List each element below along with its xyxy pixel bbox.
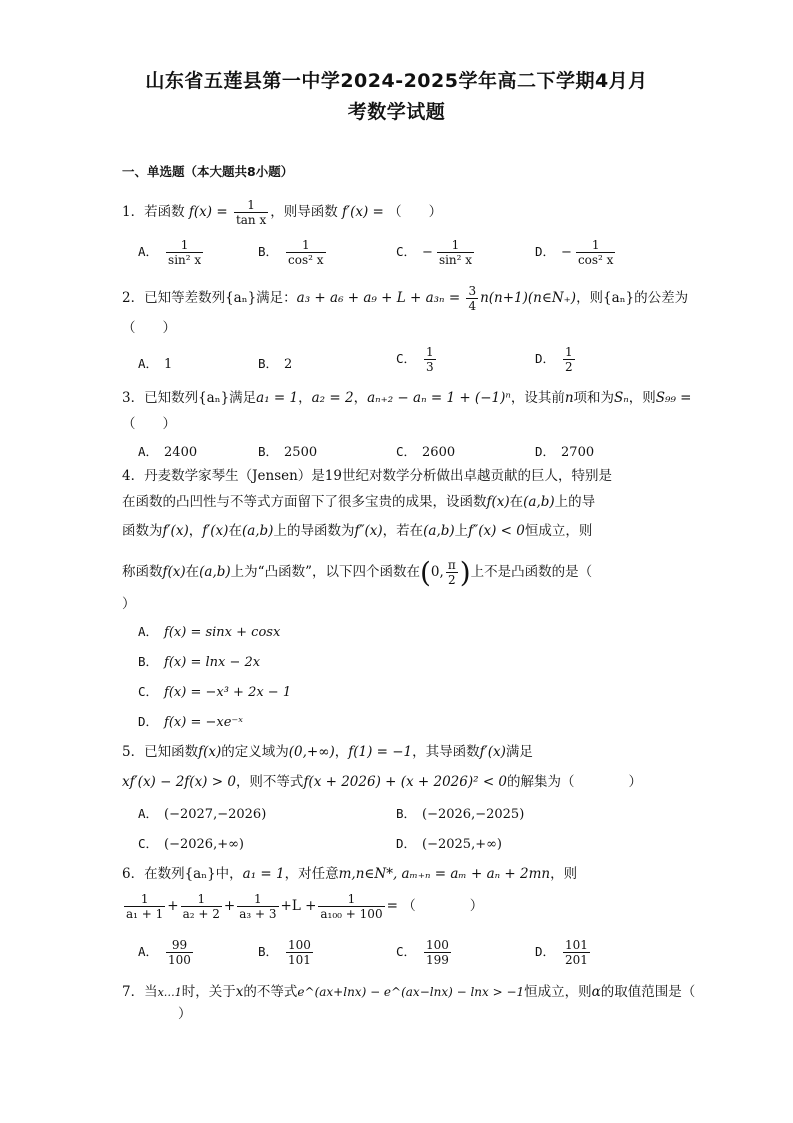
question-number: 3． — [122, 390, 145, 406]
question-number: 1． — [122, 204, 145, 220]
option-b: B． $\frac{100}{101}$ — [258, 938, 311, 967]
question-2 — [122, 284, 688, 313]
question-number: 4． — [122, 468, 145, 484]
question-3: 3．已知数列{aₙ}满足a₁ = 1，a₂ = 2，aₙ₊₂ − aₙ = 1 + (−1)ⁿ，设其前n项和为Sₙ，则S₉₉ = — [122, 390, 692, 406]
answer-blank: （ ） — [388, 204, 443, 220]
option-b: B． 2500 — [258, 444, 318, 460]
question-text: 已知等差数列{aₙ}满足： — [144, 290, 297, 306]
formula: aₙ₊₂ − aₙ = 1 + (−1)ⁿ — [367, 390, 511, 406]
page-title-line2: 考数学试题 — [347, 101, 446, 123]
option-d: D． $\frac{1}{2}$ — [535, 345, 573, 374]
option-b: B． f(x) = lnx − 2x — [138, 654, 261, 670]
option-b: B． 2 — [258, 356, 293, 372]
answer-blank: （ ） — [122, 416, 176, 432]
option-b: B． $\frac{1}{\text{cos² x}}$ — [258, 238, 324, 267]
question-text: 丹麦数学家琴生（Jensen）是19世纪对数学分析做出卓越贡献的巨人，特别是 — [144, 468, 612, 484]
option-d: D． (−2025,+∞) — [396, 836, 503, 852]
option-d: D． $\frac{101}{201}$ — [535, 938, 588, 967]
question-text: 已知数列{aₙ}满足 — [144, 390, 257, 406]
option-a: A． f(x) = sinx + cosx — [138, 624, 281, 640]
option-a: A． (−2027,−2026) — [138, 806, 267, 822]
option-c: C． − $\frac{1}{\text{sin² x}}$ — [396, 238, 473, 267]
question-number: 5． — [122, 744, 145, 760]
option-a: A． $\frac{1}{\text{sin² x}}$ — [138, 238, 202, 267]
formula: n(n+1)(n∈N₊) — [480, 290, 577, 306]
question-text: ，则导函数 — [270, 204, 338, 220]
question-4 — [122, 466, 612, 486]
section-heading: 一、单选题（本大题共8小题） — [122, 164, 294, 179]
formula: a₂ = 2 — [311, 390, 354, 406]
option-a: A． 1 — [138, 356, 173, 372]
formula: f(x) = — [188, 204, 228, 220]
answer-blank: （ ） — [122, 320, 176, 336]
question-4-line3: 函数为f′(x)，f′(x)在(a,b)上的导函数为f″(x)，若在(a,b)上f″(x) < 0恒成立，则 — [122, 523, 593, 539]
option-c: C． $\frac{1}{3}$ — [396, 345, 434, 374]
formula: a₁ = 1 — [256, 390, 299, 406]
page-title-line1: 山东省五莲县第一中学2024-2025学年高二下学期4月月 — [145, 70, 648, 92]
option-c: C． $\frac{100}{199}$ — [396, 938, 449, 967]
question-5: 5．已知函数f(x)的定义域为(0,+∞)，f(1) = −1，其导函数f′(x)满足 — [122, 744, 533, 760]
question-4-line5: ） — [122, 596, 136, 612]
formula: f′(x) = — [342, 204, 384, 220]
question-number: 6． — [122, 866, 145, 882]
fraction: $\frac{1}{\text{tan x}}$ — [235, 198, 267, 227]
option-a: A． 2400 — [138, 444, 198, 460]
question-7: 7．当x…1时，关于x的不等式e^(ax+lnx) − e^(ax−lnx) − lnx > −1恒成立，则α的取值范围是（ — [122, 984, 696, 1000]
question-4-line4: 称函数f(x)在(a,b)上为“凸函数”，以下四个函数在(0, $\frac{\pi}{2}$ )上不是凸函数的是（ — [122, 555, 593, 589]
option-c: C． (−2026,+∞) — [138, 836, 245, 852]
question-4-line2: 在函数的凸凹性与不等式方面留下了很多宝贵的成果，设函数f(x)在(a,b)上的导 — [122, 494, 596, 510]
option-b: B． (−2026,−2025) — [396, 806, 525, 822]
option-d: D． − $\frac{1}{\text{cos² x}}$ — [535, 238, 614, 267]
option-c: C． 2600 — [396, 444, 456, 460]
option-c: C． f(x) = −x³ + 2x − 1 — [138, 684, 292, 700]
question-text: ，则{aₙ}的公差为 — [576, 290, 689, 306]
question-6-line2: $\frac{1}{\text{a₁ + 1}}$ + $\frac{1}{\text{a₂ + 2}}$ + $\frac{1}{\text{a₃ + 3}}$ +L + $\frac{1}{\text{a₁₀₀ + 100}}$ = （ ） — [126, 892, 484, 921]
option-d: D． 2700 — [535, 444, 595, 460]
question-7-line2: ） — [178, 1006, 192, 1022]
question-number: 7． — [122, 984, 145, 1000]
answer-blank: （ ） — [402, 898, 484, 914]
question-1 — [122, 198, 442, 227]
fraction: $\frac{3}{4}$ — [468, 284, 477, 313]
question-number: 2． — [122, 290, 145, 306]
formula: a₃ + a₆ + a₉ + L + a₃ₙ = — [296, 290, 461, 306]
question-text: 若函数 — [144, 204, 185, 220]
question-6: 6．在数列{aₙ}中，a₁ = 1，对任意m,n∈N*, aₘ₊ₙ = aₘ + aₙ + 2mn，则 — [122, 866, 578, 882]
option-a: A． $\frac{99}{100}$ — [138, 938, 191, 967]
option-d: D． f(x) = −xe⁻ˣ — [138, 714, 243, 730]
question-5-line2: xf′(x) − 2f(x) > 0，则不等式f(x + 2026) + (x + 2026)² < 0的解集为（ ） — [122, 774, 643, 790]
